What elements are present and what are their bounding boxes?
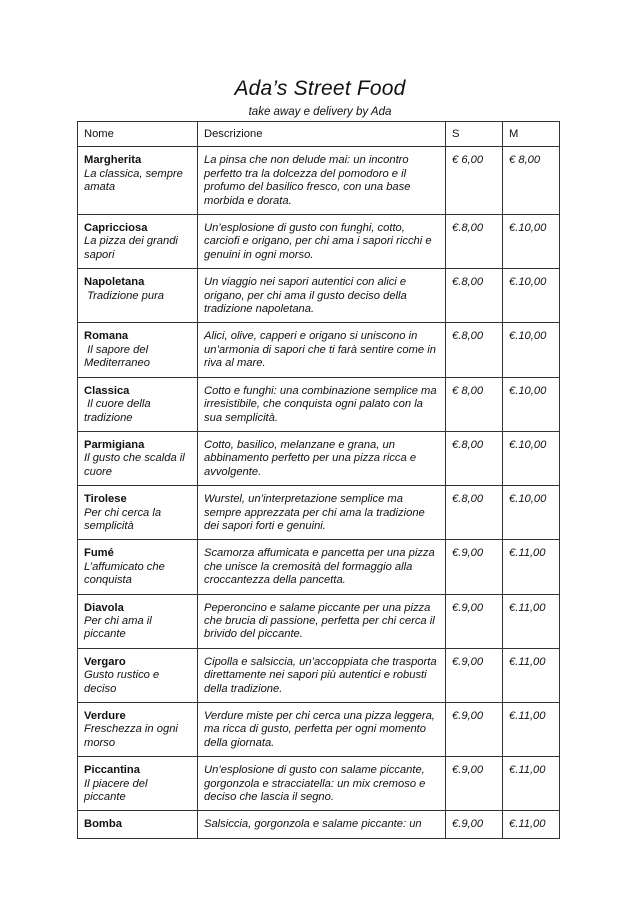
pizza-tagline: Il gusto che scalda il cuore (84, 452, 188, 478)
price-medium: €.10,00 (503, 431, 560, 485)
table-row (78, 811, 560, 838)
price-medium: €.11,00 (503, 648, 560, 702)
pizza-description: Un’esplosione di gusto con salame piccante, gorgonzola e stracciatella: un mix cremoso e deciso che lascia il segno. (198, 757, 446, 811)
price-small: €.9,00 (446, 811, 503, 838)
pizza-description: Cotto e funghi: una combinazione semplice ma irresistibile, che conquista ogni palato con la sua semplicità. (198, 377, 446, 431)
pizza-name-cell (78, 648, 198, 702)
pizza-name: Romana (84, 330, 129, 343)
price-small: €.9,00 (446, 757, 503, 811)
price-small: €.9,00 (446, 648, 503, 702)
pizza-description: Salsiccia, gorgonzola e salame piccante: un (198, 811, 446, 838)
price-small: €.8,00 (446, 486, 503, 540)
pizza-name-cell (78, 486, 198, 540)
table-row (78, 540, 560, 594)
pizza-description: Peperoncino e salame piccante per una pizza che brucia di passione, perfetta per chi cerca il brivido del piccante. (198, 594, 446, 648)
menu-subtitle: take away e delivery by Ada (248, 106, 392, 118)
price-medium: €.10,00 (503, 269, 560, 323)
price-medium: €.10,00 (503, 215, 560, 269)
price-medium: €.11,00 (503, 757, 560, 811)
pizza-name-cell (78, 147, 198, 215)
pizza-name-cell (78, 811, 198, 838)
price-small: €.9,00 (446, 540, 503, 594)
pizza-name-cell (78, 431, 198, 485)
pizza-name-cell (78, 703, 198, 757)
price-medium: €.11,00 (503, 811, 560, 838)
pizza-name: Vergaro (84, 655, 126, 668)
pizza-name-cell (78, 215, 198, 269)
pizza-tagline: Per chi ama il piccante (84, 614, 155, 641)
price-medium: €.10,00 (503, 377, 560, 431)
table-row (78, 431, 560, 485)
pizza-name-cell (78, 269, 198, 323)
price-small: € 8,00 (446, 377, 503, 431)
pizza-description: Cipolla e salsiccia, un’accoppiata che trasporta direttamente nei sapori più autentici e robusti della tradizione. (198, 648, 446, 702)
pizza-name-cell (78, 594, 198, 648)
column-header-description: Descrizione (198, 122, 446, 147)
table-row (78, 648, 560, 702)
pizza-name: Parmigiana (84, 438, 145, 451)
pizza-name: Verdure (84, 710, 126, 722)
pizza-tagline: Gusto rustico e deciso (84, 669, 163, 695)
pizza-name: Piccantina (84, 764, 140, 777)
pizza-name: Diavola (84, 601, 124, 614)
pizza-tagline: Il piacere del piccante (84, 777, 151, 804)
price-medium: €.11,00 (503, 540, 560, 594)
pizza-name-cell (78, 540, 198, 594)
table-row (78, 594, 560, 648)
pizza-tagline: La pizza dei grandi sapori (84, 235, 182, 261)
pizza-description: Cotto, basilico, melanzane e grana, un abbinamento perfetto per una pizza ricca e avvolgente. (198, 431, 446, 485)
table-row (78, 215, 560, 269)
pizza-name-cell (78, 323, 198, 377)
table-row (78, 323, 560, 377)
column-header-name: Nome (78, 122, 198, 147)
pizza-description: Scamorza affumicata e pancetta per una pizza che unisce la cremosità del formaggio alla croccantezza della pancetta. (198, 540, 446, 594)
column-header-m: M (503, 122, 560, 147)
price-small: €.8,00 (446, 431, 503, 485)
pizza-name-cell (78, 377, 198, 431)
table-row (78, 486, 560, 540)
price-small: € 6,00 (446, 147, 503, 215)
pizza-name-cell (78, 757, 198, 811)
pizza-tagline: Freschezza in ogni morso (84, 723, 182, 749)
price-medium: €.11,00 (503, 594, 560, 648)
column-header-s: S (446, 122, 503, 147)
pizza-tagline: Per chi cerca la semplicità (84, 506, 165, 532)
price-medium: €.10,00 (503, 486, 560, 540)
pizza-name: Margherita (84, 154, 142, 167)
menu-title: Ada’s Street Food (234, 77, 406, 100)
table-row (78, 269, 560, 323)
pizza-tagline: Il cuore della tradizione (84, 398, 154, 424)
menu-table (77, 121, 560, 839)
pizza-name: Classica (84, 384, 130, 397)
pizza-name: Napoletana (84, 276, 145, 289)
pizza-tagline: Il sapore del Mediterraneo (84, 343, 152, 370)
price-small: €.8,00 (446, 215, 503, 269)
pizza-description: Verdure miste per chi cerca una pizza leggera, ma ricca di gusto, perfetta per ogni momento della giornata. (198, 703, 446, 757)
pizza-description: Un viaggio nei sapori autentici con alici e origano, per chi ama il gusto deciso della tradizione napoletana. (198, 269, 446, 323)
pizza-tagline: Tradizione pura (84, 289, 165, 302)
pizza-tagline: L’affumicato che conquista (84, 560, 168, 587)
price-small: €.8,00 (446, 269, 503, 323)
table-row (78, 757, 560, 811)
price-medium: €.11,00 (503, 703, 560, 757)
table-row (78, 147, 560, 215)
pizza-name: Tirolese (84, 493, 127, 506)
price-small: €.9,00 (446, 703, 503, 757)
table-header-row (78, 122, 560, 147)
pizza-name: Bomba (84, 818, 122, 831)
price-small: €.9,00 (446, 594, 503, 648)
table-row (78, 703, 560, 757)
pizza-name: Capricciosa (84, 222, 148, 235)
pizza-description: La pinsa che non delude mai: un incontro perfetto tra la dolcezza del pomodoro e il profumo del basilico fresco, con una base morbida e dorata. (198, 147, 446, 215)
price-medium: €.10,00 (503, 323, 560, 377)
pizza-tagline: La classica, sempre amata (84, 167, 186, 194)
pizza-name: Fumé (84, 547, 114, 560)
price-small: €.8,00 (446, 323, 503, 377)
table-row (78, 377, 560, 431)
price-medium: € 8,00 (503, 147, 560, 215)
pizza-description: Alici, olive, capperi e origano si uniscono in un’armonia di sapori che ti farà sentire come in riva al mare. (198, 323, 446, 377)
menu-table-body (78, 147, 560, 838)
pizza-description: Un’esplosione di gusto con funghi, cotto, carciofi e origano, per chi ama i sapori ricchi e genuini in ogni morso. (198, 215, 446, 269)
pizza-description: Wurstel, un’interpretazione semplice ma sempre apprezzata per chi ama la tradizione dei sapori forti e genuini. (198, 486, 446, 540)
